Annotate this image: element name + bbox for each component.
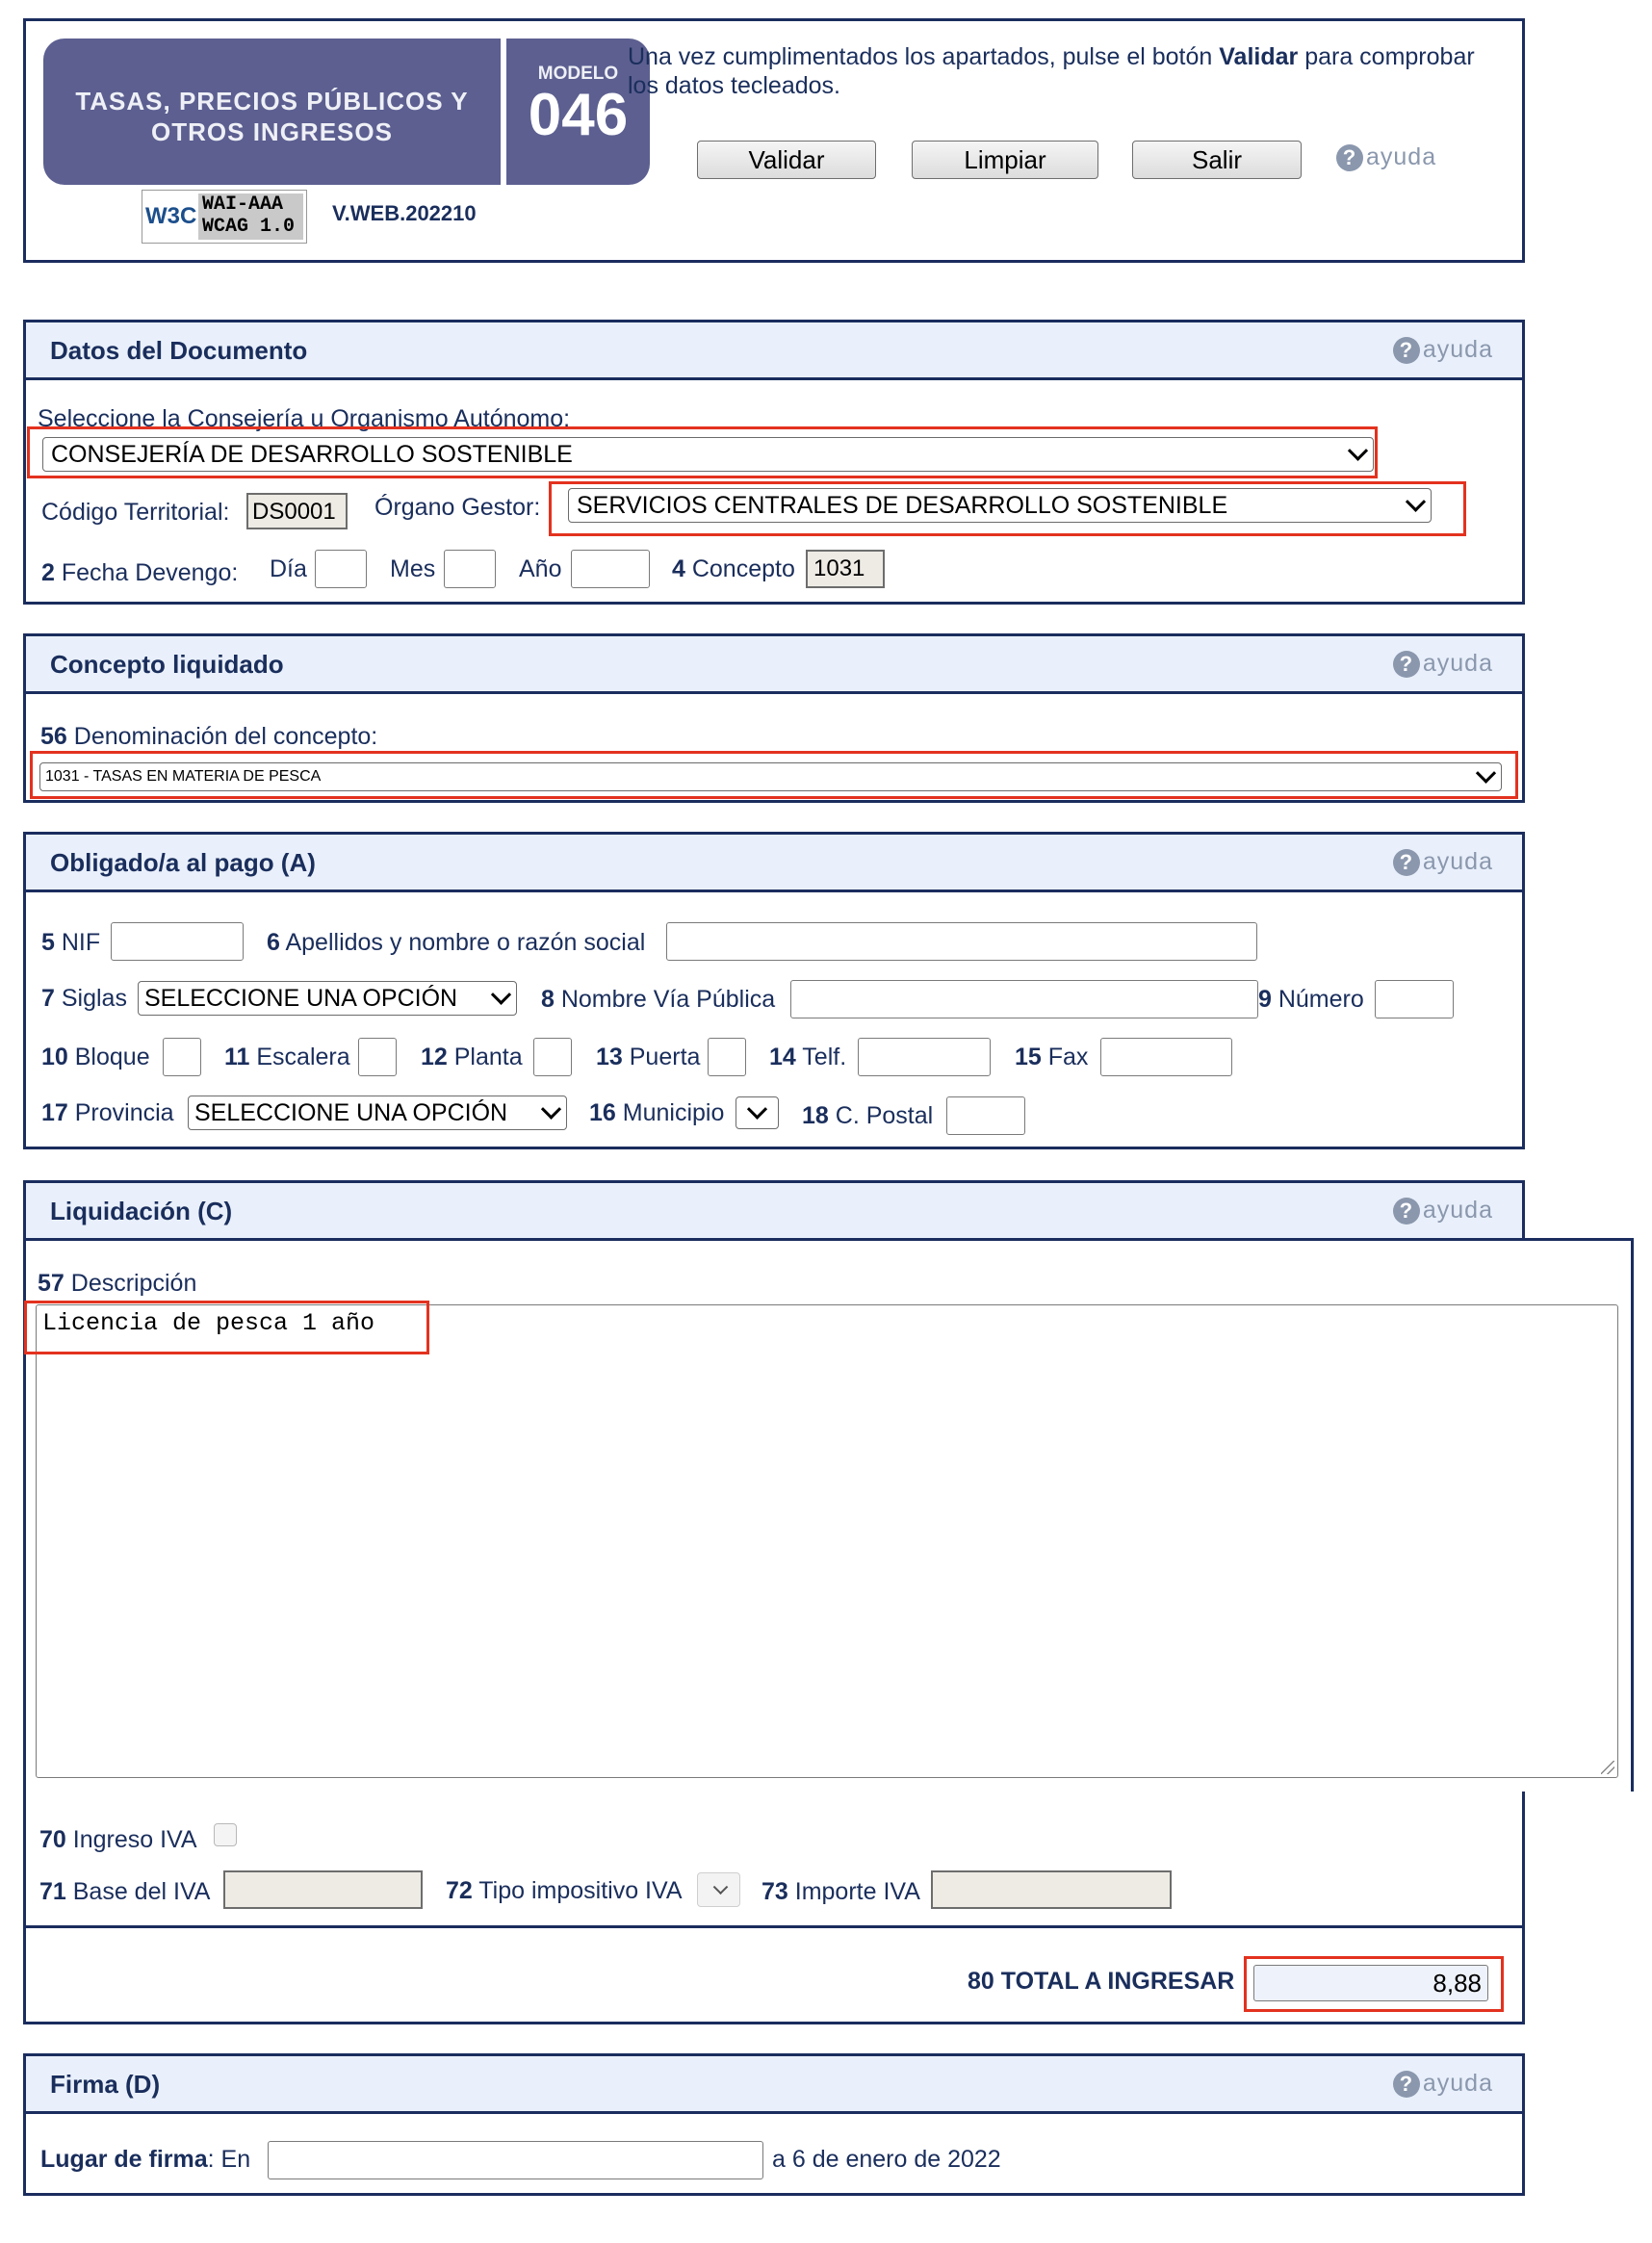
planta-num: 12 [421,1044,448,1070]
firma-fecha: a 6 de enero de 2022 [772,2146,1001,2173]
nif-input[interactable] [111,922,244,961]
denominacion-text: Denominación del concepto: [66,723,378,750]
provincia-text: Provincia [67,1099,174,1126]
ayuda-label: ayuda [1422,2070,1493,2097]
help-icon: ? [1393,337,1420,364]
liquidacion-header [26,1183,1522,1241]
total-divider [26,1925,1522,1928]
help-icon: ? [1393,2071,1420,2098]
ayuda-label: ayuda [1422,848,1493,875]
descripcion-textarea[interactable] [36,1304,1618,1778]
lugar-firma-en: : En [207,2146,251,2173]
chevron-down-icon [713,1879,729,1895]
logo-title-line2: OTROS INGRESOS [151,117,393,146]
concepto-text: Concepto [684,555,795,582]
provincia-select[interactable] [188,1096,567,1130]
concepto-header [26,636,1522,694]
importe-iva-num: 73 [761,1878,788,1905]
lugar-firma-label [40,2146,250,2174]
telf-num: 14 [769,1044,796,1070]
firma-title: Firma (D) [50,2070,161,2099]
documento-title: Datos del Documento [50,336,308,365]
bloque-label [41,1044,150,1071]
concepto-field: 1031 [806,550,885,588]
highlight-consejeria [27,426,1378,478]
puerta-num: 13 [596,1044,623,1070]
highlight-total [1244,1956,1504,2012]
fax-input[interactable] [1100,1038,1232,1076]
highlight-denominacion [30,751,1518,799]
tipo-iva-num: 72 [446,1877,473,1904]
total-field: 8,88 [1253,1965,1488,2001]
organo-gestor-label: Órgano Gestor: [374,494,541,521]
bloque-num: 10 [41,1044,68,1070]
fecha-num: 2 [41,559,55,586]
concepto-label [672,555,795,583]
municipio-num: 16 [589,1099,616,1126]
chevron-down-icon [491,985,511,1005]
importe-iva-field [931,1870,1172,1909]
documento-header [26,322,1522,380]
header-ayuda-link[interactable] [1336,143,1436,171]
modelo-label: MODELO [537,64,619,84]
ayuda-label: ayuda [1422,336,1493,363]
codigo-territorial-field: DS0001 [246,493,348,529]
consejeria-label: Seleccione la Consejería u Organismo Autónomo: [38,405,571,432]
anio-input[interactable] [571,550,650,588]
numero-text: Número [1271,986,1364,1013]
descripcion-value: Licencia de pesca 1 año [42,1309,375,1337]
base-iva-num: 71 [39,1878,66,1905]
planta-input[interactable] [533,1038,572,1076]
provincia-num: 17 [41,1099,68,1126]
municipio-label [589,1099,724,1127]
telf-text: Telf. [795,1044,847,1070]
via-num: 8 [541,986,555,1013]
total-label: 80 TOTAL A INGRESAR [968,1968,1235,1995]
provincia-value: SELECCIONE UNA OPCIÓN [194,1098,508,1126]
apellidos-text: Apellidos y nombre o razón social [279,929,646,956]
obligado-header [26,835,1522,892]
highlight-descripcion [24,1301,429,1354]
tipo-iva-label [446,1877,683,1905]
base-iva-text: Base del IVA [65,1878,211,1905]
intro-text [628,42,1523,100]
ayuda-label: ayuda [1422,1197,1493,1224]
wai-line2: WCAG 1.0 [202,216,296,238]
concepto-title: Concepto liquidado [50,650,284,679]
lugar-firma-bold: Lugar de firma [40,2146,208,2173]
bloque-input[interactable] [163,1038,201,1076]
version-label: V.WEB.202210 [332,201,477,225]
help-icon: ? [1393,849,1420,876]
concepto-ayuda-link[interactable] [1393,650,1493,678]
puerta-label [596,1044,700,1071]
documento-ayuda-link[interactable] [1393,336,1493,364]
salir-button[interactable]: Salir [1132,141,1302,179]
bloque-text: Bloque [67,1044,150,1070]
apellidos-label [267,929,645,957]
ingreso-iva-num: 70 [39,1826,66,1853]
descripcion-text: Descripción [64,1270,197,1297]
ingreso-iva-checkbox[interactable] [214,1823,237,1846]
escalera-num: 11 [224,1044,250,1070]
dia-input[interactable] [315,550,367,588]
help-icon: ? [1336,144,1363,171]
apellidos-num: 6 [267,929,280,956]
postal-text: C. Postal [828,1102,934,1129]
firma-header [26,2056,1522,2114]
siglas-text: Siglas [54,985,127,1012]
intro-text-a: Una vez cumplimentados los apartados, pulse el botón [628,43,1220,70]
chevron-down-icon [747,1099,767,1120]
highlight-organo [549,481,1466,536]
liquidacion-title: Liquidación (C) [50,1197,233,1225]
wai-line1: WAI-AAA [202,193,284,216]
nif-num: 5 [41,929,55,956]
numero-num: 9 [1258,986,1272,1013]
tipo-iva-select[interactable] [697,1872,740,1907]
header-panel [23,18,1525,263]
postal-input[interactable] [946,1096,1025,1135]
firma-section [23,2053,1525,2196]
obligado-title: Obligado/a al pago (A) [50,848,316,877]
provincia-label [41,1099,174,1127]
obligado-ayuda-link[interactable] [1393,848,1493,876]
postal-num: 18 [802,1102,829,1129]
modelo-logo [43,39,650,185]
help-icon: ? [1393,651,1420,678]
escalera-input[interactable] [358,1038,397,1076]
chevron-down-icon [541,1099,561,1120]
descripcion-label [38,1270,196,1298]
puerta-text: Puerta [622,1044,701,1070]
numero-input[interactable] [1375,980,1454,1018]
escalera-text: Escalera [249,1044,350,1070]
tipo-iva-text: Tipo impositivo IVA [472,1877,683,1904]
ingreso-iva-text: Ingreso IVA [65,1826,197,1853]
importe-iva-text: Importe IVA [787,1878,920,1905]
intro-text-bold: Validar [1219,43,1299,70]
siglas-select[interactable] [138,981,517,1016]
limpiar-button[interactable]: Limpiar [912,141,1098,179]
denominacion-num: 56 [40,723,67,750]
nif-text: NIF [54,929,101,956]
concepto-num: 4 [672,555,685,582]
resize-handle-icon[interactable] [1601,1761,1614,1774]
puerta-input[interactable] [708,1038,746,1076]
validar-button[interactable]: Validar [697,141,876,179]
organo-gestor-value: SERVICIOS CENTRALES DE DESARROLLO SOSTENIBLE [577,491,1228,519]
telf-label [769,1044,846,1071]
siglas-label [41,985,127,1013]
numero-label [1258,986,1364,1014]
siglas-value: SELECCIONE UNA OPCIÓN [144,984,458,1012]
help-icon: ? [1393,1198,1420,1225]
base-iva-label [39,1878,210,1906]
mes-label: Mes [390,555,436,582]
mes-input[interactable] [444,550,496,588]
municipio-text: Municipio [615,1099,725,1126]
consejeria-value: CONSEJERÍA DE DESARROLLO SOSTENIBLE [51,440,573,468]
planta-label [421,1044,523,1071]
nif-label [41,929,100,957]
ayuda-label: ayuda [1366,143,1437,170]
liquidacion-ayuda-link[interactable] [1393,1197,1493,1225]
ingreso-iva-label [39,1826,197,1854]
municipio-select[interactable] [736,1096,779,1129]
descripcion-num: 57 [38,1270,65,1297]
apellidos-input[interactable] [666,922,1257,961]
escalera-label [224,1044,350,1071]
obligado-section [23,832,1525,1149]
fax-label [1015,1044,1088,1071]
w3c-text: W3C [145,203,197,229]
importe-iva-label [761,1878,920,1906]
via-label [541,986,775,1014]
intro-text-c: los datos tecleados. [628,72,840,99]
dia-label: Día [270,555,307,582]
fecha-text: Fecha Devengo: [54,559,239,586]
via-input[interactable] [790,980,1258,1018]
via-text: Nombre Vía Pública [554,986,776,1013]
w3c-wai-badge [142,190,307,244]
siglas-num: 7 [41,985,55,1012]
anio-label: Año [519,555,562,582]
planta-text: Planta [447,1044,523,1070]
denominacion-label [40,723,377,751]
modelo-number: 046 [528,82,629,148]
fax-text: Fax [1041,1044,1089,1070]
fax-num: 15 [1015,1044,1042,1070]
denominacion-value: 1031 - TASAS EN MATERIA DE PESCA [45,768,322,785]
telf-input[interactable] [858,1038,991,1076]
firma-ayuda-link[interactable] [1393,2070,1493,2098]
codigo-territorial-label: Código Territorial: [41,499,230,526]
lugar-firma-input[interactable] [268,2141,763,2179]
fecha-devengo-label [41,559,238,587]
postal-label [802,1102,933,1130]
intro-text-b: para comprobar [1298,43,1475,70]
base-iva-field [223,1870,423,1909]
ayuda-label: ayuda [1422,650,1493,677]
logo-title-line1: TASAS, PRECIOS PÚBLICOS Y [75,87,469,116]
